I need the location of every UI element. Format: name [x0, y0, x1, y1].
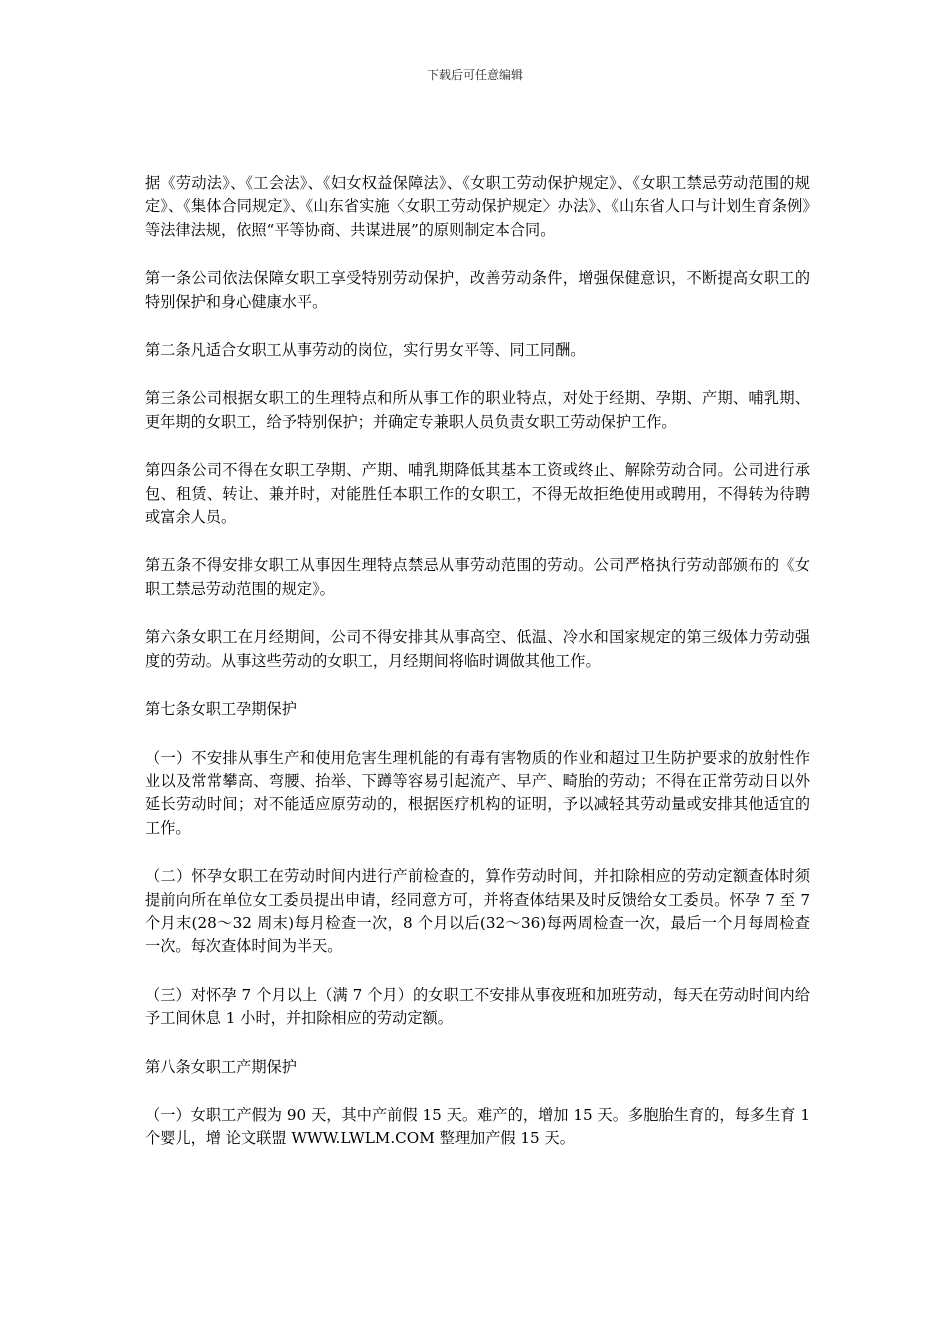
article-4-paragraph: 第四条公司不得在女职工孕期、产期、哺乳期降低其基本工资或终止、解除劳动合同。公司进行承包、租赁、转让、兼并时，对能胜任本职工作的女职工，不得无故拒绝使用或聘用，不得转为待聘或富余人员。 [145, 461, 810, 527]
article-7-heading: 第七条女职工孕期保护 [145, 700, 297, 719]
article-8-item-1: （一）女职工产假为 90 天，其中产前假 15 天。难产的，增加 15 天。多胞胎生育的，每多生育 1 个婴儿，增 论文联盟 WWW.LWLM.COM 整理加产假 15 天。 [145, 1105, 810, 1148]
article-7-item-1: （一）不安排从事生产和使用危害生理机能的有毒有害物质的作业和超过卫生防护要求的放射性作业以及常常攀高、弯腰、抬举、下蹲等容易引起流产、早产、畸胎的劳动；不得在正常劳动日以外延长劳动时间；对不能适应原劳动的，根据医疗机构的证明，予以减轻其劳动量或安排其他适宜的工作。 [145, 748, 810, 837]
document-body [145, 172, 810, 1176]
article-6-paragraph: 第六条女职工在月经期间，公司不得安排其从事高空、低温、冷水和国家规定的第三级体力劳动强度的劳动。从事这些劳动的女职工，月经期间将临时调做其他工作。 [145, 628, 810, 670]
preamble-paragraph: 据《劳动法》、《工会法》、《妇女权益保障法》、《女职工劳动保护规定》、《女职工禁忌劳动范围的规定》、《集体合同规定》、《山东省实施〈女职工劳动保护规定〉办法》、《山东省人口与计划生育条例》等法律法规，依照“平等协商、共谋进展”的原则制定本合同。 [145, 174, 810, 239]
article-1-paragraph: 第一条公司依法保障女职工享受特别劳动保护，改善劳动条件，增强保健意识，不断提高女职工的特别保护和身心健康水平。 [145, 269, 810, 311]
article-8-heading: 第八条女职工产期保护 [145, 1057, 297, 1076]
article-2-paragraph: 第二条凡适合女职工从事劳动的岗位，实行男女平等、同工同酬。 [145, 341, 586, 360]
article-7-item-3: （三）对怀孕 7 个月以上（满 7 个月）的女职工不安排从事夜班和加班劳动，每天在劳动时间内给予工间休息 1 小时，并扣除相应的劳动定额。 [145, 985, 810, 1028]
article-3-paragraph: 第三条公司根据女职工的生理特点和所从事工作的职业特点，对处于经期、孕期、产期、哺乳期、更年期的女职工，给予特别保护；并确定专兼职人员负责女职工劳动保护工作。 [145, 389, 810, 431]
article-5-paragraph: 第五条不得安排女职工从事因生理特点禁忌从事劳动范围的劳动。公司严格执行劳动部颁布的《女职工禁忌劳动范围的规定》。 [145, 556, 810, 598]
article-7-item-2: （二）怀孕女职工在劳动时间内进行产前检查的，算作劳动时间，并扣除相应的劳动定额查体时须提前向所在单位女工委员提出申请，经同意方可，并将查体结果及时反馈给女工委员。怀孕 7 至 7 个月末(28～32 周末)每月检查一次，8 个月以后(32～36)每两周检查一次，最后一个月每周检查一次。每次查体时间为半天。 [145, 867, 810, 956]
header-note: 下载后可任意编辑 [426, 68, 523, 82]
